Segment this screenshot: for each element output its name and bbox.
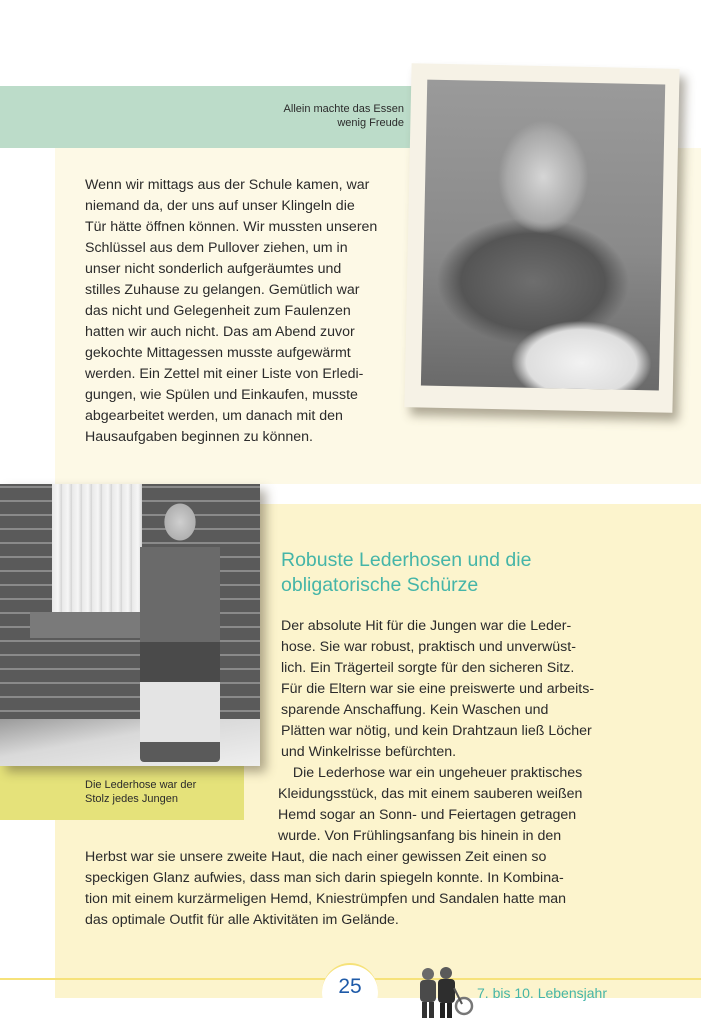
boy-photo-caption (85, 778, 196, 806)
text-line: Schlüssel aus dem Pullover ziehen, um in (85, 240, 348, 256)
text-line: Plätten war nötig, und kein Drahtzaun ließ Löcher (281, 723, 592, 739)
text-line: stilles Zuhause zu gelangen. Gemütlich war (85, 282, 360, 298)
text-line: das optimale Outfit für alle Aktivitäten im Gelände. (85, 912, 399, 928)
text-line: lich. Ein Trägerteil sorgte für den sicheren Sitz. (281, 660, 575, 676)
two-children-icon (414, 966, 476, 1020)
text-line: abgearbeitet werden, um danach mit den (85, 408, 343, 424)
window-curtain (52, 484, 142, 614)
caption-line: Die Lederhose war der (85, 779, 197, 791)
bottom-body-text-column (278, 616, 621, 847)
text-line: Die Lederhose war ein ungeheuer praktisches (281, 765, 583, 781)
text-line: Kleidungsstück, das mit einem sauberen weißen (278, 786, 583, 802)
girl-eating-photo (404, 63, 679, 413)
heading-line: obligatorische Schürze (281, 574, 479, 596)
caption-line: Allein machte das Essen (283, 103, 404, 115)
page-number: 25 (338, 975, 362, 998)
text-line: speckigen Glanz aufwies, dass man sich darin spiegeln konnte. In Kombina- (85, 870, 564, 886)
text-line: hose. Sie war robust, praktisch und unverwüst- (281, 639, 576, 655)
caption-line: Stolz jedes Jungen (85, 793, 178, 805)
text-line: gungen, wie Spülen und Einkaufen, musste (85, 387, 358, 403)
text-line: und Winkelrisse befürchten. (281, 744, 457, 760)
text-line: tion mit einem kurzärmeligen Hemd, Kniestrümpfen und Sandalen hatte man (85, 891, 567, 907)
text-line: hatten wir auch nicht. Das am Abend zuvor (85, 324, 355, 340)
text-line: niemand da, der uns auf unser Klingeln die (85, 198, 355, 214)
text-line: Tür hätte öffnen können. Wir mussten unseren (85, 219, 378, 235)
text-line: Für die Eltern war sie eine preiswerte und arbeits- (281, 681, 595, 697)
text-line: sparende Anschaffung. Kein Waschen und (281, 702, 549, 718)
text-line: gekochte Mittagessen musste aufgewärmt (85, 345, 351, 361)
ground (0, 719, 260, 766)
text-line: wurde. Von Frühlingsanfang bis hinein in den (278, 828, 562, 844)
top-body-text (85, 175, 405, 448)
boy-figure (140, 492, 220, 762)
bottom-body-text-full (85, 847, 645, 931)
text-line: Wenn wir mittags aus der Schule kamen, war (85, 177, 370, 193)
text-line: werden. Ein Zettel mit einer Liste von Erledi- (85, 366, 364, 382)
boy-lederhosen-photo (0, 484, 260, 766)
text-line: Der absolute Hit für die Jungen war die Leder- (281, 618, 572, 634)
text-line: Hausaufgaben beginnen zu können. (85, 429, 313, 445)
caption-line: wenig Freude (337, 117, 404, 129)
girl-photo-caption (204, 102, 404, 130)
text-line: Hemd sogar an Sonn- und Feiertagen getragen (278, 807, 577, 823)
text-line: Herbst war sie unsere zweite Haut, die nach einer gewissen Zeit einen so (85, 849, 547, 865)
heading-line: Robuste Lederhosen und die (281, 549, 532, 571)
text-line: unser nicht sonderlich aufgeräumtes und (85, 261, 342, 277)
section-heading (281, 548, 611, 598)
chapter-label: 7. bis 10. Lebensjahr (477, 985, 607, 1001)
text-line: das nicht und Gelegenheit zum Faulenzen (85, 303, 351, 319)
girl-eating-photo-image (421, 80, 665, 391)
